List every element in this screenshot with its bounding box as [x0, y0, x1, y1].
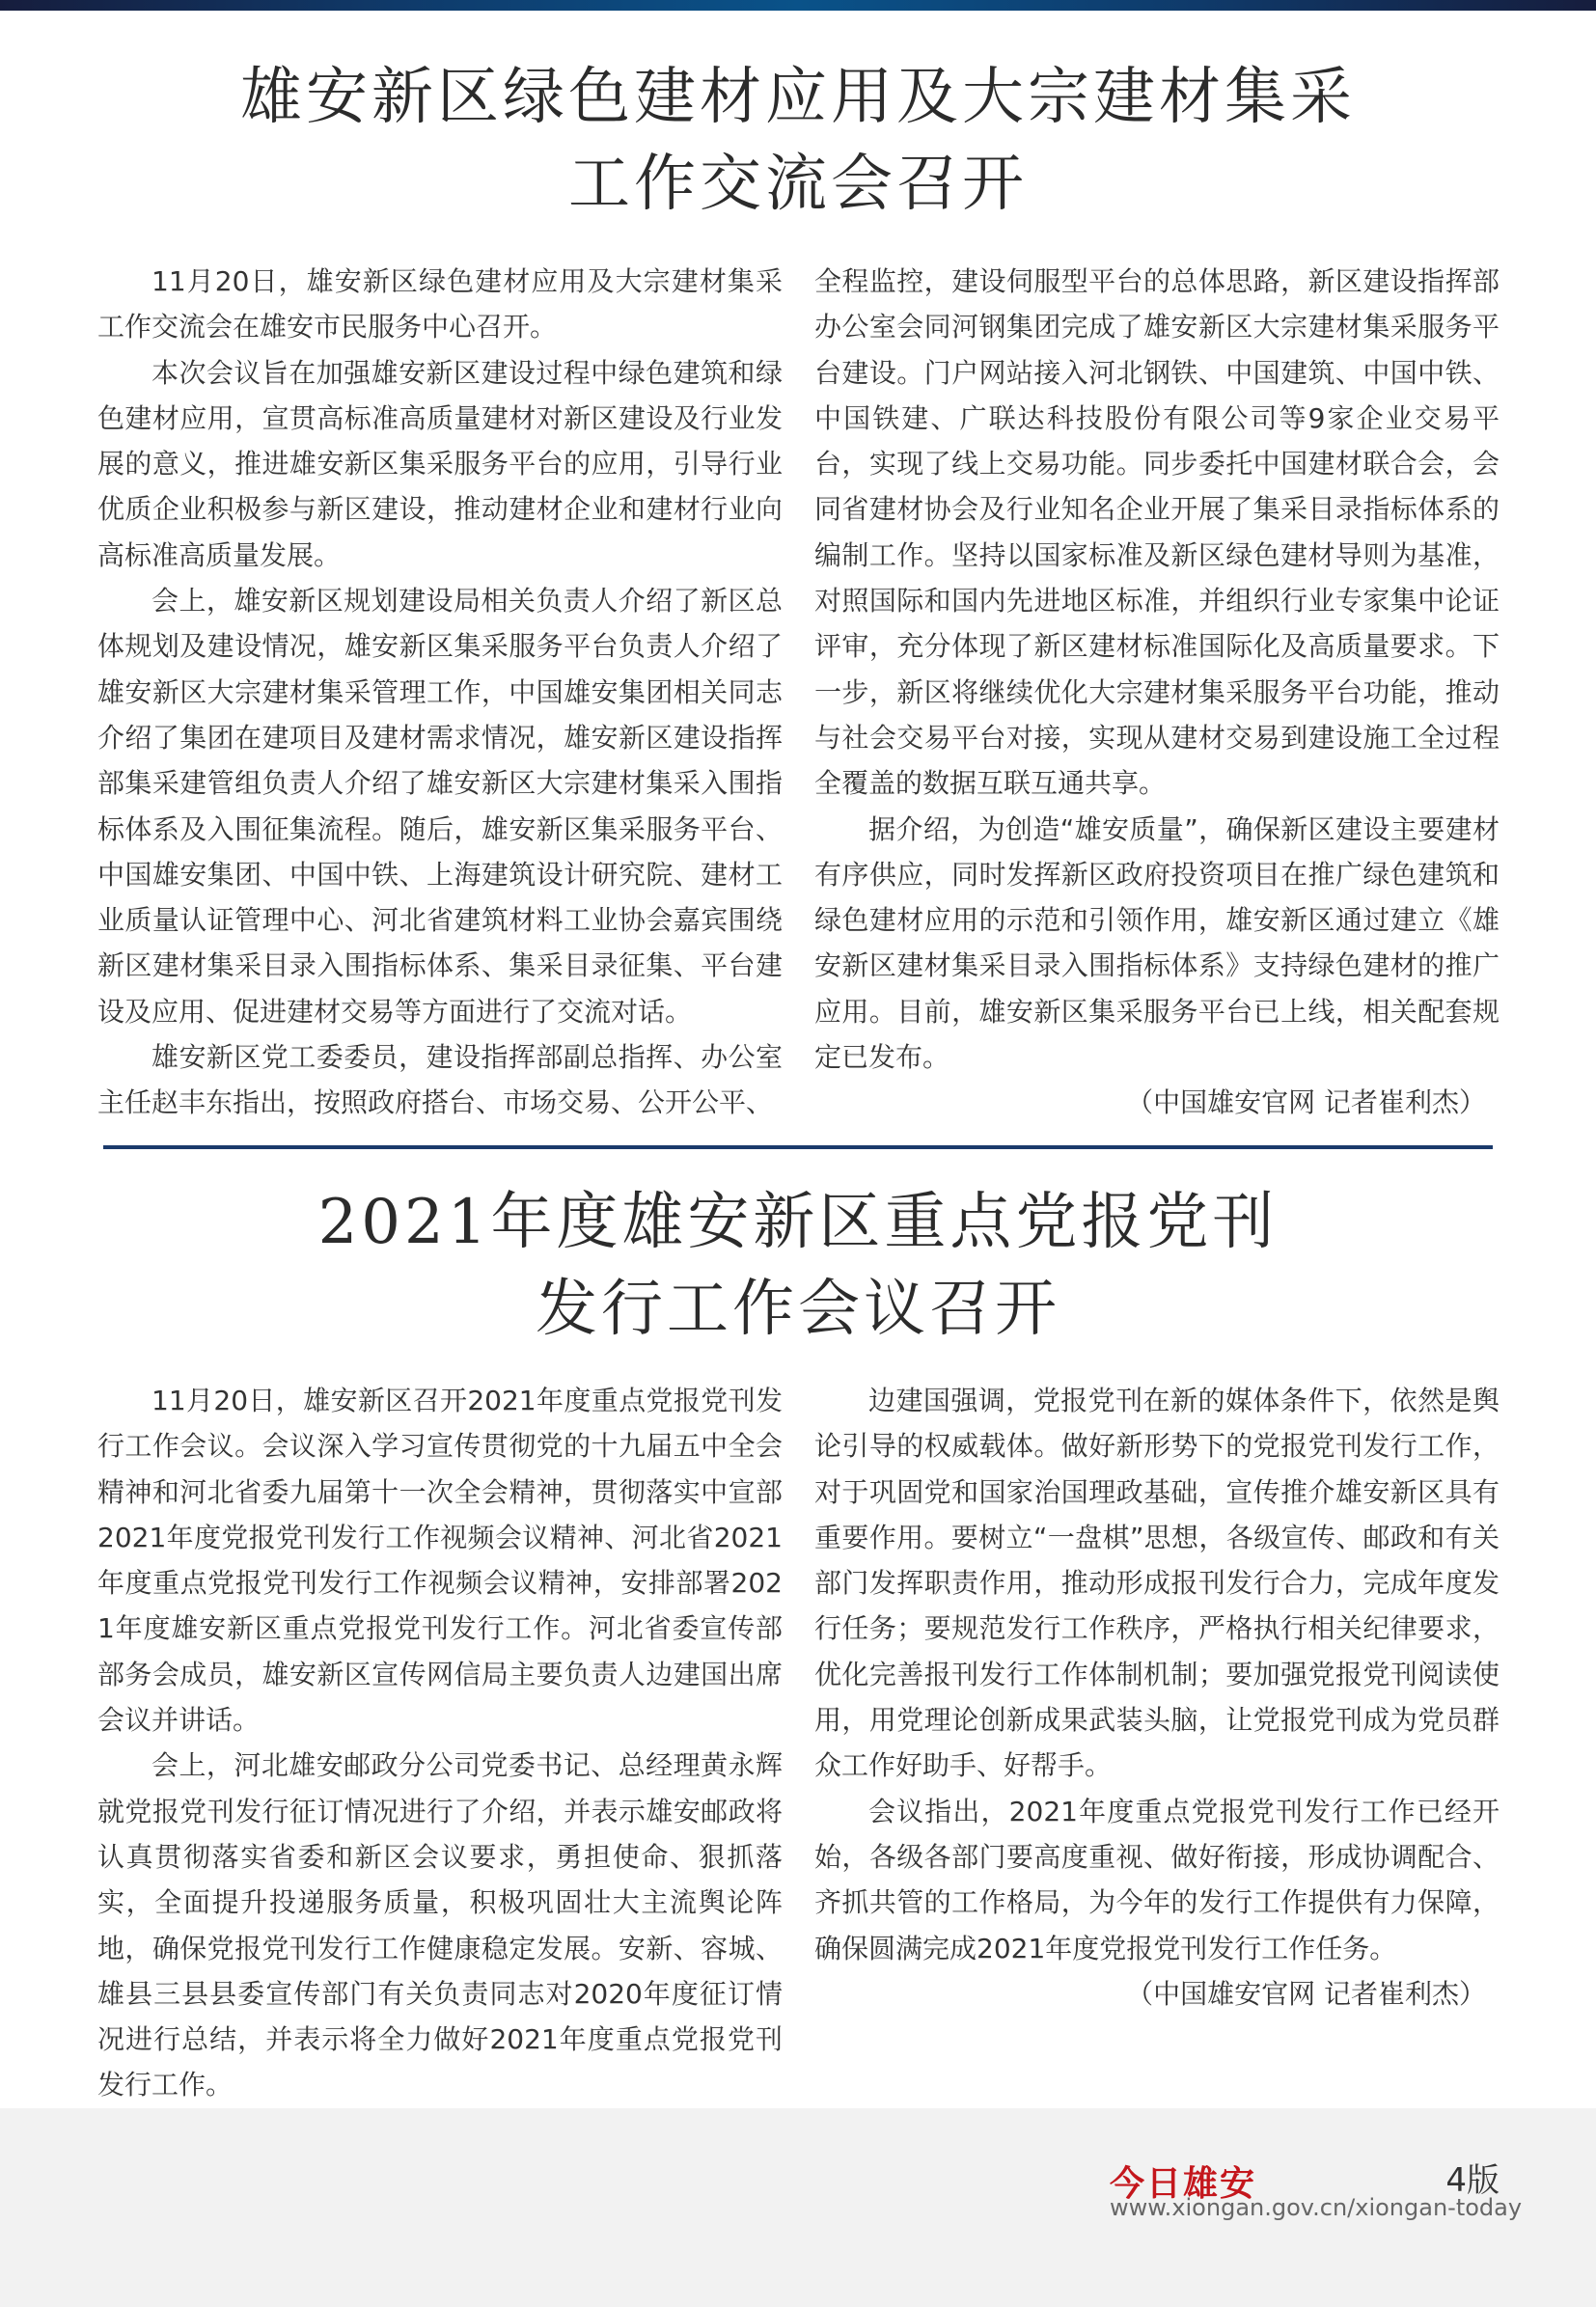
title-line: 工作交流会召开: [568, 149, 1028, 220]
article-1-right-column: [814, 259, 1500, 1145]
article-paragraph: 会上，河北雄安邮政分公司党委书记、总经理黄永辉就党报党刊发行征订情况进行了介绍，并表示雄安邮政将认真贯彻落实省委和新区会议要求，勇担使命、狠抓落实，全面提升投递服务质量，积极巩固壮大主流舆论阵地，确保党报党刊发行工作健康稳定发展。安新、容城、雄县三县县委宣传部门有关负责同志对2020年度征订情况进行总结，并表示将全力做好2021年度重点党报党刊发行工作。: [97, 1749, 783, 2101]
article-paragraph: 雄安新区党工委委员，建设指挥部副总指挥、办公室主任赵丰东指出，按照政府搭台、市场交易、公开公平、: [97, 1041, 783, 1119]
article-byline: （中国雄安官网 记者崔利杰）: [1126, 1086, 1486, 1119]
page-footer: [0, 2108, 1596, 2307]
article-1-title: [0, 54, 1596, 228]
article-paragraph: 会上，雄安新区规划建设局相关负责人介绍了新区总体规划及建设情况，雄安新区集采服务平台负责人介绍了雄安新区大宗建材集采管理工作，中国雄安集团相关同志介绍了集团在建项目及建材需求情况，雄安新区建设指挥部集采建管组负责人介绍了雄安新区大宗建材集采入围指标体系及入围征集流程。随后，雄安新区集采服务平台、中国雄安集团、中国中铁、上海建筑设计研究院、建材工业质量认证管理中心、河北省建筑材料工业协会嘉宾围绕新区建材集采目录入围指标体系、集采目录征集、平台建设及应用、促进建材交易等方面进行了交流对话。: [97, 585, 783, 1028]
title-line: 2021年度雄安新区重点党报党刊: [317, 1187, 1279, 1258]
article-2-title: [0, 1179, 1596, 1353]
article-1-left-column: [97, 259, 783, 1145]
section-divider: [103, 1145, 1493, 1149]
article-paragraph: 本次会议旨在加强雄安新区建设过程中绿色建筑和绿色建材应用，宣贯高标准高质量建材对新区建设及行业发展的意义，推进雄安新区集采服务平台的应用，引导行业优质企业积极参与新区建设，推动建材企业和建材行业向高标准高质量发展。: [97, 356, 783, 571]
article-paragraph: 边建国强调，党报党刊在新的媒体条件下，依然是舆论引导的权威载体。做好新形势下的党报党刊发行工作，对于巩固党和国家治国理政基础，宣传推介雄安新区具有重要作用。要树立“一盘棋”思想，各级宣传、邮政和有关部门发挥职责作用，推动形成报刊发行合力，完成年度发行任务；要规范发行工作秩序，严格执行相关纪律要求，优化完善报刊发行工作体制机制；要加强党报党刊阅读使用，用党理论创新成果武装头脑，让党报党刊成为党员群众工作好助手、好帮手。: [814, 1385, 1500, 1782]
article-paragraph: 会议指出，2021年度重点党报党刊发行工作已经开始，各级各部门要高度重视、做好衔接，形成协调配合、齐抓共管的工作格局，为今年的发行工作提供有力保障，确保圆满完成2021年度党报党刊发行工作任务。: [814, 1795, 1500, 1964]
article-2-left-column: [97, 1378, 783, 2108]
article-paragraph: 据介绍，为创造“雄安质量”，确保新区建设主要建材有序供应，同时发挥新区政府投资项目在推广绿色建筑和绿色建材应用的示范和引领作用，雄安新区通过建立《雄安新区建材集采目录入围指标体系》支持绿色建材的推广应用。目前，雄安新区集采服务平台已上线，相关配套规定已发布。: [814, 812, 1500, 1074]
article-byline: （中国雄安官网 记者崔利杰）: [1126, 1977, 1486, 2010]
title-line: 发行工作会议召开: [536, 1274, 1060, 1345]
page-number: 4版: [1445, 2160, 1500, 2200]
article-paragraph: 全程监控，建设伺服型平台的总体思路，新区建设指挥部办公室会同河钢集团完成了雄安新区大宗建材集采服务平台建设。门户网站接入河北钢铁、中国建筑、中国中铁、中国铁建、广联达科技股份有限公司等9家企业交易平台，实现了线上交易功能。同步委托中国建材联合会，会同省建材协会及行业知名企业开展了集采目录指标体系的编制工作。坚持以国家标准及新区绿色建材导则为基准，对照国际和国内先进地区标准，并组织行业专家集中论证评审，充分体现了新区建材标准国际化及高质量要求。下一步，新区将继续优化大宗建材集采服务平台功能，推动与社会交易平台对接，实现从建材交易到建设施工全过程全覆盖的数据互联互通共享。: [814, 265, 1500, 800]
article-2-body: [0, 1378, 1596, 2108]
article-paragraph: 11月20日，雄安新区绿色建材应用及大宗建材集采工作交流会在雄安市民服务中心召开。: [97, 265, 783, 343]
article-1-body: [0, 259, 1596, 1145]
article-2-right-column: [814, 1378, 1500, 2108]
title-line: 雄安新区绿色建材应用及大宗建材集采: [240, 62, 1356, 133]
footer-url[interactable]: www.xiongan.gov.cn/xiongan-today: [1110, 2193, 1523, 2221]
top-banner-bar: [0, 0, 1596, 11]
article-paragraph: 11月20日，雄安新区召开2021年度重点党报党刊发行工作会议。会议深入学习宣传贯彻党的十九届五中全会精神和河北省委九届第十一次全会精神，贯彻落实中宣部2021年度党报党刊发行工作视频会议精神、河北省2021年度重点党报党刊发行工作视频会议精神，安排部署2021年度雄安新区重点党报党刊发行工作。河北省委宣传部部务会成员，雄安新区宣传网信局主要负责人边建国出席会议并讲话。: [97, 1385, 783, 1737]
xiongan-today-logo: 今日雄安: [1110, 2162, 1257, 2204]
